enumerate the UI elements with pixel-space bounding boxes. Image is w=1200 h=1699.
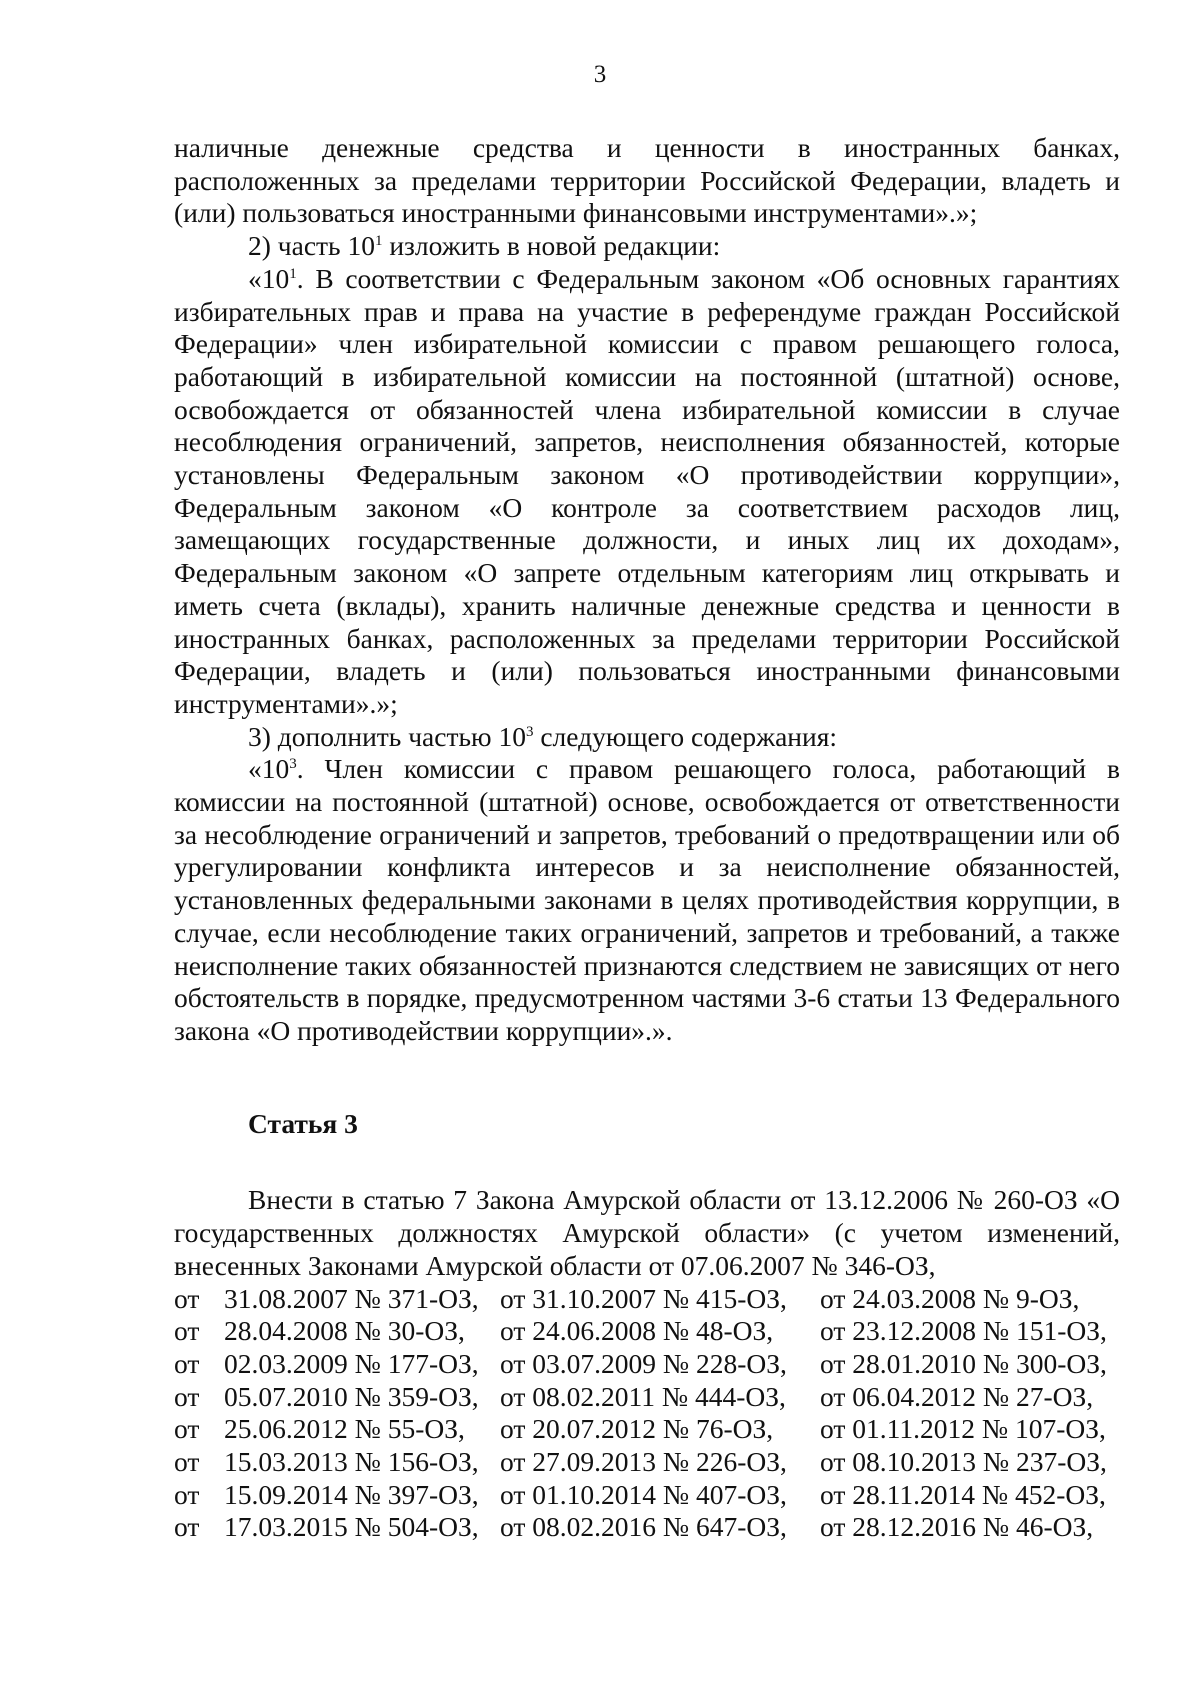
article-intro: Внести в статью 7 Закона Амурской области от 13.12.2006 № 260-ОЗ «О государственных должностях Амурской области» (с учетом изменений, внесенных Законами Амурской области от 07.06.2007 № 346-ОЗ, [174, 1184, 1120, 1281]
reference-cell: от [174, 1446, 200, 1478]
reference-cell: от [174, 1282, 200, 1314]
paragraph-text: «10 [248, 753, 290, 785]
paragraph-text: 3) дополнить частью 10 [248, 720, 526, 752]
superscript: 3 [525, 723, 534, 740]
reference-cell: 05.07.2010 № 359-ОЗ, [224, 1380, 479, 1412]
paragraph-part-10-3 [174, 753, 1120, 1047]
paragraph-text: . Член комиссии с правом решающего голоса, работающий в комиссии на постоянной (штатной) основе, освобождается от ответственности за несоблюдение ограничений и запретов, требований о предотвращении или об урегулировании конфликта интересов и за неисполнение обязанностей, установленных федеральными законами в целях противодействия коррупции, в случае, если несоблюдение таких ограничений, запретов и требований, а также неисполнение таких обязанностей признаются следствием не зависящих от него обстоятельств в порядке, предусмотренном частями 3-6 статьи 13 Федерального закона «О противодействии коррупции».». [174, 753, 1120, 1046]
reference-row [174, 1283, 1120, 1316]
paragraph-item-2 [174, 230, 1120, 263]
superscript: 3 [289, 756, 297, 773]
reference-cell: от [174, 1315, 200, 1347]
reference-cell: от 24.06.2008 № 48-ОЗ, [500, 1315, 774, 1347]
page-content [174, 132, 1120, 1544]
paragraph-text: . В соответствии с Федеральным законом «Об основных гарантиях избирательных прав и права на участие в референдуме граждан Российской Федерации» член избирательной комиссии с правом решающего голоса, работающий в избирательной комиссии на постоянной (штатной) основе, освобождается от обязанностей члена избирательной комиссии в случае несоблюдения ограничений, запретов, неисполнения обязанностей, которые установлены Федеральным законом «О противодействии коррупции», Федеральным законом «О контроле за соответствием расходов лиц, замещающих государственные должности, и иных лиц их доходам», Федеральным законом «О запрете отдельным категориям лиц открывать и иметь счета (вклады), хранить наличные денежные средства и ценности в иностранных банках, расположенных за пределами территории Российской Федерации, владеть и (или) пользоваться иностранными финансовыми инструментами».»; [174, 262, 1120, 719]
reference-cell: 31.08.2007 № 371-ОЗ, [224, 1282, 479, 1314]
reference-cell: от 08.10.2013 № 237-ОЗ, [820, 1446, 1107, 1478]
reference-cell: от [174, 1478, 200, 1510]
reference-cell: от [174, 1413, 200, 1445]
paragraph-text: 2) часть 10 [248, 230, 375, 262]
reference-cell: от 28.11.2014 № 452-ОЗ, [820, 1478, 1106, 1510]
page-number: 3 [593, 61, 607, 88]
reference-cell: от 08.02.2011 № 444-ОЗ, [500, 1380, 786, 1412]
paragraph-text: следующего содержания: [533, 720, 838, 752]
paragraph-item-3 [174, 721, 1120, 754]
law-references [174, 1283, 1120, 1545]
reference-cell: от 28.12.2016 № 46-ОЗ, [820, 1511, 1094, 1543]
reference-cell: 15.09.2014 № 397-ОЗ, [224, 1478, 479, 1510]
reference-cell: 17.03.2015 № 504-ОЗ, [224, 1511, 479, 1543]
reference-cell: от 08.02.2016 № 647-ОЗ, [500, 1511, 787, 1543]
reference-row [174, 1446, 1120, 1479]
reference-row [174, 1413, 1120, 1446]
superscript: 1 [289, 265, 297, 282]
superscript: 1 [374, 232, 383, 249]
reference-cell: от [174, 1347, 200, 1379]
reference-cell: 28.04.2008 № 30-ОЗ, [224, 1315, 465, 1347]
reference-cell: от [174, 1511, 200, 1543]
article-title: Статья 3 [248, 1107, 358, 1139]
paragraph-text: «10 [248, 262, 290, 294]
reference-cell: от 24.03.2008 № 9-ОЗ, [820, 1282, 1080, 1314]
reference-cell: от 01.10.2014 № 407-ОЗ, [500, 1478, 787, 1510]
reference-cell: 02.03.2009 № 177-ОЗ, [224, 1347, 479, 1379]
reference-cell: от 23.12.2008 № 151-ОЗ, [820, 1315, 1107, 1347]
reference-cell: от 28.01.2010 № 300-ОЗ, [820, 1347, 1107, 1379]
reference-cell: от 31.10.2007 № 415-ОЗ, [500, 1282, 787, 1314]
paragraph-text: изложить в новой редакции: [382, 230, 721, 262]
reference-row [174, 1511, 1120, 1544]
reference-row [174, 1315, 1120, 1348]
reference-cell: от 20.07.2012 № 76-ОЗ, [500, 1413, 774, 1445]
reference-cell: от 03.07.2009 № 228-ОЗ, [500, 1347, 787, 1379]
reference-row [174, 1348, 1120, 1381]
reference-row [174, 1381, 1120, 1414]
reference-cell: от 27.09.2013 № 226-ОЗ, [500, 1446, 787, 1478]
reference-cell: 25.06.2012 № 55-ОЗ, [224, 1413, 465, 1445]
reference-cell: от 06.04.2012 № 27-ОЗ, [820, 1380, 1094, 1412]
reference-cell: от 01.11.2012 № 107-ОЗ, [820, 1413, 1106, 1445]
reference-cell: от [174, 1380, 200, 1412]
reference-cell: 15.03.2013 № 156-ОЗ, [224, 1446, 479, 1478]
paragraph-part-10-1 [174, 263, 1120, 721]
paragraph-continuation: наличные денежные средства и ценности в иностранных банках, расположенных за пределами территории Российской Федерации, владеть и (или) пользоваться иностранными финансовыми инструментами».»; [174, 132, 1120, 229]
reference-row [174, 1479, 1120, 1512]
